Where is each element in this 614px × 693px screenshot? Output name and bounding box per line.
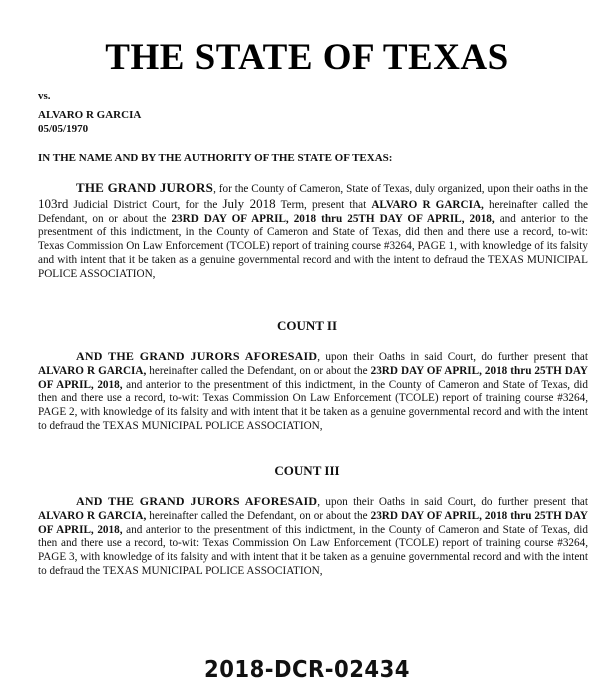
count-1-text: , for the County of Cameron, State of Texas, duly organized, upon their oaths in the [213,183,588,195]
document-title: THE STATE OF TEXAS [105,37,509,78]
versus-label: vs. [38,90,51,102]
count-3-lead: AND THE GRAND JURORS AFORESAID [76,494,318,508]
defendant-block [38,108,141,136]
court-number: 103rd [38,195,69,211]
count-2-text: , upon their Oaths in said Court, do further present that [317,351,589,363]
court-term: July 2018 [222,195,276,211]
count-2-paragraph [38,350,588,434]
count-3-paragraph [38,495,588,579]
count-2-dates: 23RD DAY OF APRIL, 2018 thru 25TH DAY OF APRIL, 2018, [38,364,588,391]
count-3-text: hereinafter called the Defendant, on or about the [146,509,371,522]
count-3-heading: COUNT III [274,463,340,478]
defendant-dob: 05/05/1970 [38,123,89,135]
count-2-lead: AND THE GRAND JURORS AFORESAID [76,349,318,363]
count-2-heading: COUNT II [276,318,338,333]
count-1-defendant: ALVARO R GARCIA, [371,198,484,211]
count-3-text: and anterior to the presentment of this indictment, in the County of Cameron and State of Texas, did then and there use a record, to-wit: Texas Commission On Law Enforcement (TCOLE) report of training course #3264, PAGE 3, with knowledge of its falsity and with intent that it be taken as a genuine governmental record and with the intent to defraud the TEXAS MUNICIPAL POLICE ASSOCIATION, [38,523,588,577]
count-3-dates: 23RD DAY OF APRIL, 2018 thru 25TH DAY OF APRIL, 2018, [38,509,588,536]
count-2-text: and anterior to the presentment of this indictment, in the County of Cameron and State of Texas, did then and there use a record, to-wit: Texas Commission On Law Enforcement (TCOLE) report of training course #3264, PAGE 2, with knowledge of its falsity and with intent that it be taken as a genuine governmental record and with the intent to defraud the TEXAS MUNICIPAL POLICE ASSOCIATION, [38,378,588,432]
count-1-text: Term, present that [275,198,372,211]
case-number: 2018-DCR-02434 [204,657,410,683]
count-1-dates: 23RD DAY OF APRIL, 2018 thru 25TH DAY OF APRIL, 2018, [171,212,495,225]
authority-statement: IN THE NAME AND BY THE AUTHORITY OF THE STATE OF TEXAS: [38,152,393,164]
count-2-text: hereinafter called the Defendant, on or about the [146,364,371,377]
count-2-defendant: ALVARO R GARCIA, [38,364,147,377]
count-1-text: hereinafter called the Defendant, on or about the [38,198,589,225]
count-3-text: , upon their Oaths in said Court, do further present that [317,496,589,508]
defendant-name: ALVARO R GARCIA [38,109,142,121]
count-3-defendant: ALVARO R GARCIA, [38,509,147,522]
count-1-paragraph [38,181,588,282]
count-1-text: Judicial District Court, for the [68,198,223,211]
count-1-text: and anterior to the presentment of this indictment, in the County of Cameron and State of Texas, did then and there use a record, to-wit: Texas Commission On Law Enforcement (TCOLE) report of training course #3264, PAGE 1, with knowledge of its falsity and with intent that it be taken as a genuine governmental record and with the intent to defraud the TEXAS MUNICIPAL POLICE ASSOCIATION, [38,212,589,280]
count-1-lead: THE GRAND JURORS [76,180,214,195]
